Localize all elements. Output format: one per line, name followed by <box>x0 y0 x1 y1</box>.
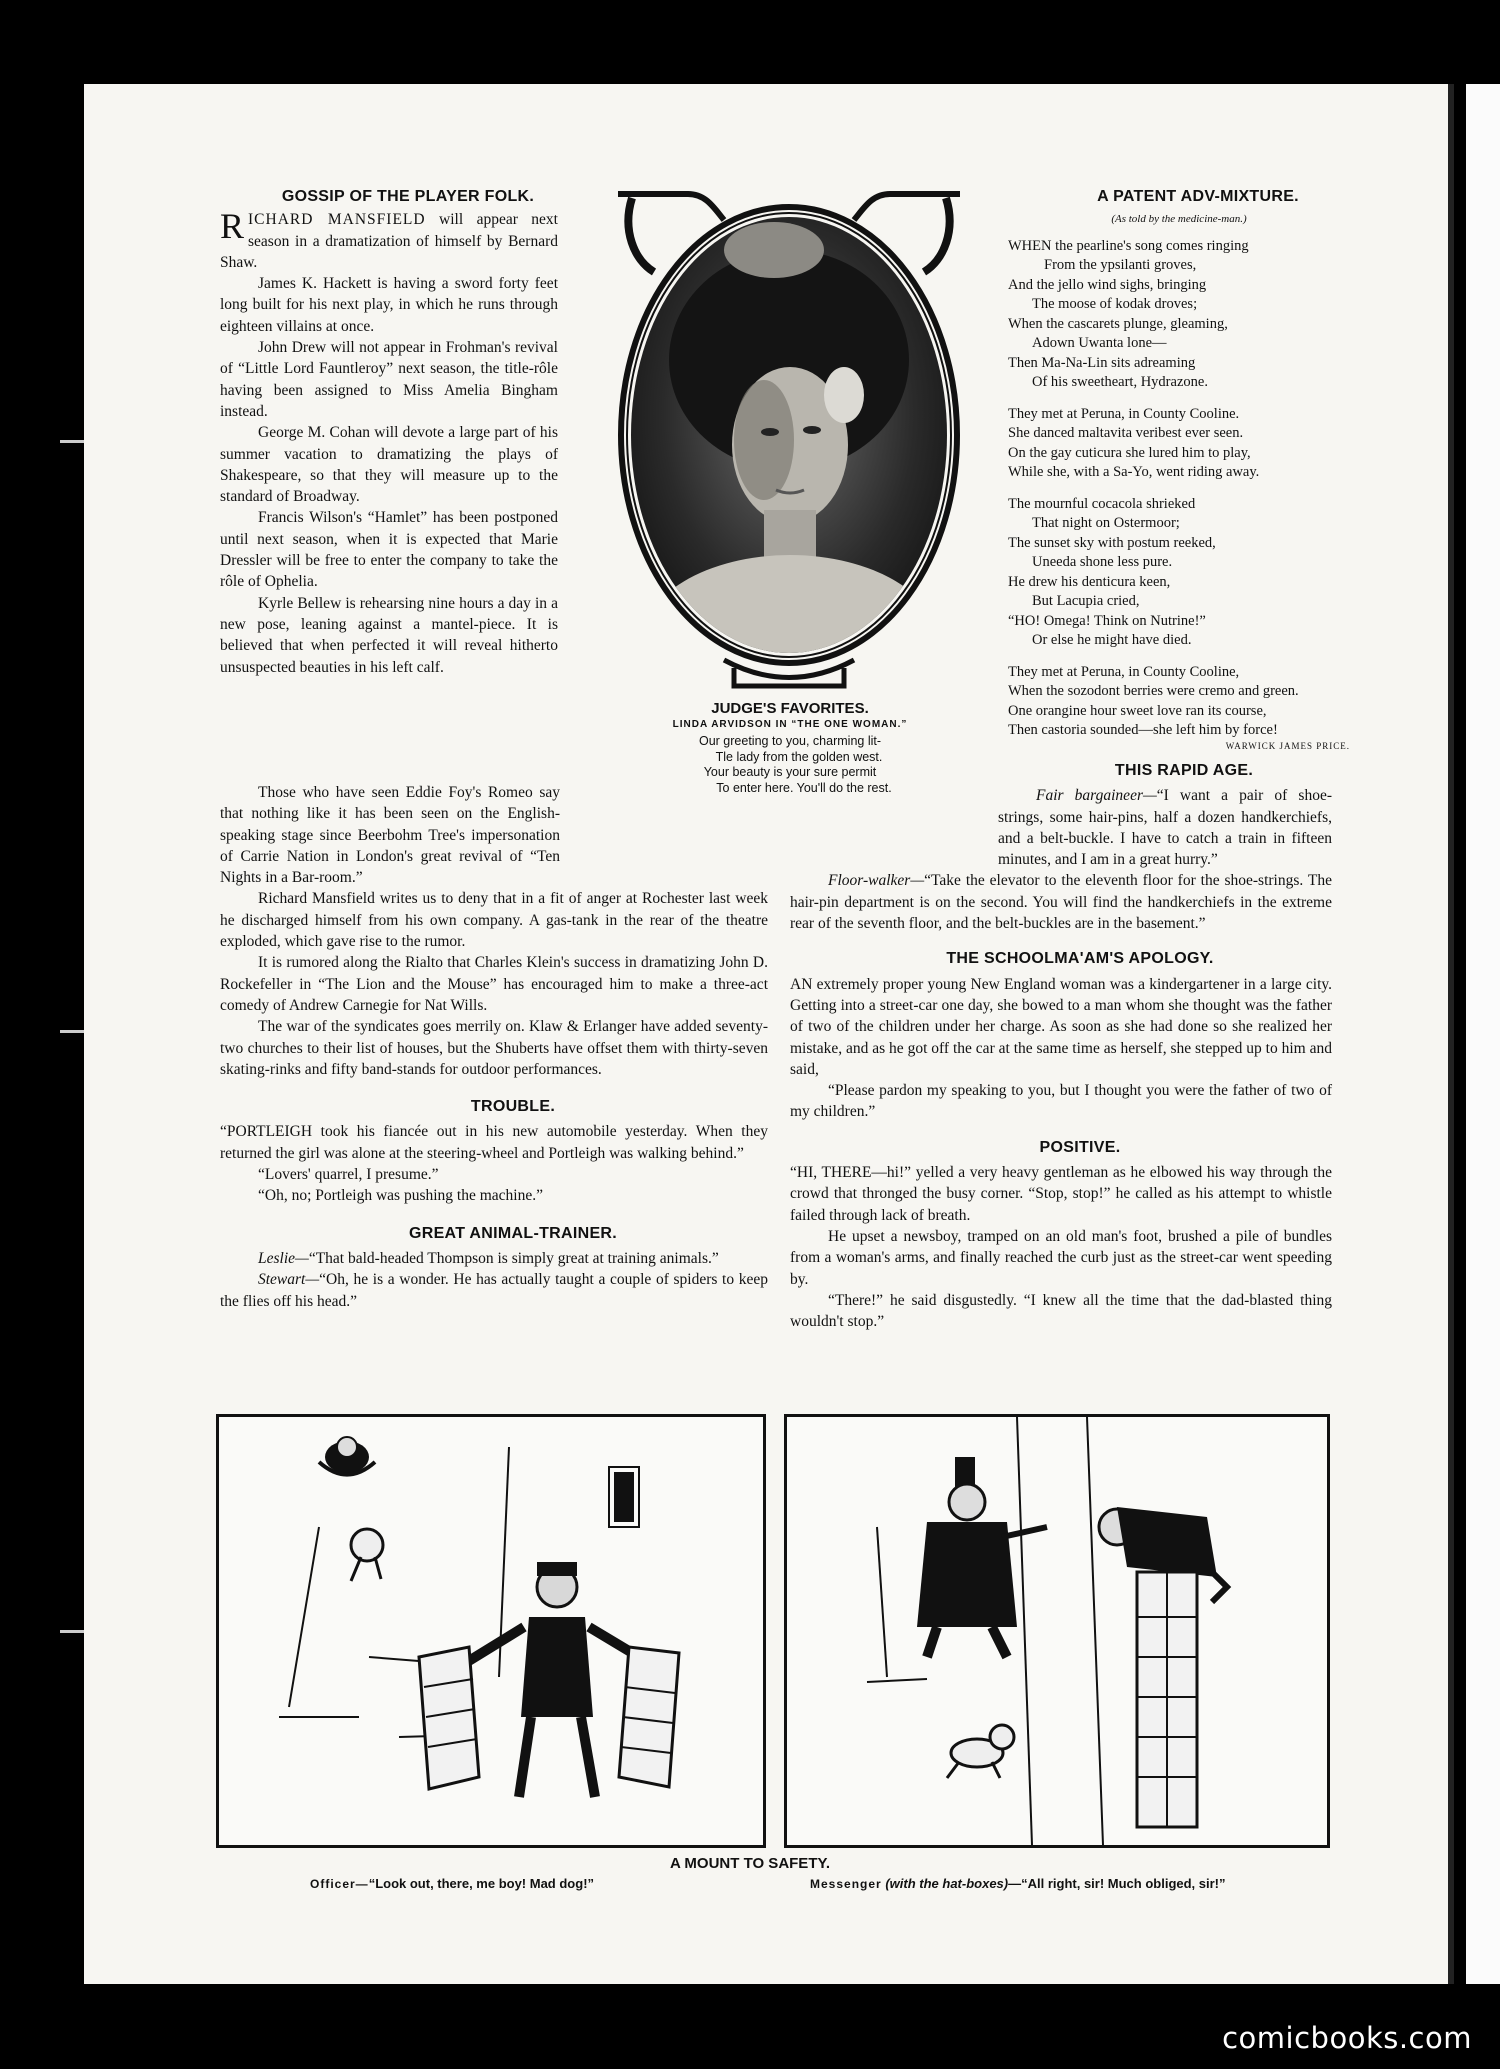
cartoon-left-drawing <box>219 1417 763 1845</box>
gossip-paragraph: Richard Mansfield writes us to deny that in a fit of anger at Rochester last week he discharged himself from his own company. A gas-tank in the rear of the theatre exploded, which gave rise to the rumor. <box>220 890 768 951</box>
schoolmaam-title: THE SCHOOLMA'AM'S APOLOGY. <box>946 950 1214 968</box>
trouble-paragraph: “PORTLEIGH took his fiancée out in his new automobile yesterday. When they returned the girl was alone at the steering-wheel and Portleigh was walking behind.” <box>220 1123 768 1162</box>
positive-paragraph: He upset a newsboy, tramped on an old man's foot, brushed a pile of bundles from a woman's arms, and finally reached the curb just as the street-car went speeding by. <box>790 1227 1332 1288</box>
positive-paragraph: “HI, THERE—hi!” yelled a very heavy gentleman as he elbowed his way through the crowd that thronged the busy corner. “Stop, stop!” he called as his attempt to whistle failed through lack of breath. <box>790 1164 1332 1224</box>
animal-trainer-title: GREAT ANIMAL-TRAINER. <box>408 1224 618 1242</box>
rapid-age-paragraph: Floor-walker—“Take the elevator to the eleventh floor for the shoe-strings. The hair-pin department is on the second. You will find the handkerchiefs in the extreme rear of the seventh floor, and the belt-buckles are in the basement.” <box>790 872 1332 933</box>
gossip-paragraph: George M. Cohan will devote a large part of his summer vacation to dramatizing the plays of Shakespeare, so that they will measure up to the standard of Broadway. <box>220 424 558 506</box>
gossip-paragraph: John Drew will not appear in Frohman's revival of “Little Lord Fauntleroy” next season, the title-rôle having been assigned to Miss Amelia Bingham instead. <box>220 339 558 420</box>
cartoon-caption-messenger: Messenger (with the hat-boxes)—“All right, sir! Much obliged, sir!” <box>810 1876 1226 1891</box>
positive-title: POSITIVE. <box>1039 1138 1121 1156</box>
cartoon-right-drawing <box>787 1417 1327 1845</box>
judges-favorites-subtitle: LINDA ARVIDSON IN “THE ONE WOMAN.” <box>672 719 908 730</box>
judges-favorites-title: JUDGE'S FAVORITES. <box>711 700 869 717</box>
gossip-title: GOSSIP OF THE PLAYER FOLK. <box>281 188 535 205</box>
gossip-paragraph: The war of the syndicates goes merrily on. Klaw & Erlanger have added seventy-two churches to their list of houses, but the Shuberts have offset them with thirty-seven skating-rinks and fifty band-stands for outdoor performances. <box>220 1018 768 1078</box>
drop-cap: R <box>220 206 245 247</box>
cartoon-panel-right <box>784 1414 1330 1848</box>
facing-page-edge <box>1466 84 1500 1984</box>
rapid-age-paragraph: Fair bargaineer—“I want a pair of shoe-strings, some hair-pins, half a dozen handkerchiefs, and a belt-buckle. I have to catch a train in fifteen minutes, and I am in a great hurry.” <box>998 787 1332 869</box>
patent-title: A PATENT ADV-MIXTURE. <box>1097 188 1299 205</box>
poem-stanza: They met at Peruna, in County Cooline. She danced maltavita veribest ever seen. On the gay cuticura she lured him to play, While she, with a Sa-Yo, went riding away. <box>1008 405 1260 481</box>
watermark-text: comicbooks.com <box>1222 2021 1472 2055</box>
trouble-paragraph: “Lovers' quarrel, I presume.” <box>258 1166 439 1184</box>
page-tick-mark <box>60 1030 84 1033</box>
patent-poem <box>1008 237 1350 757</box>
gossip-paragraph: Kyrle Bellew is rehearsing nine hours a day in a new pose, leaning against a mantel-piece. It is believed that when perfected it will reveal hitherto unsuspected beauties in his left calf. <box>220 594 558 676</box>
schoolmaam-paragraph: “Please pardon my speaking to you, but I thought you were the father of two of my children.” <box>790 1082 1332 1121</box>
portrait-frame <box>614 190 964 690</box>
trouble-paragraph: “Oh, no; Portleigh was pushing the machine.” <box>258 1187 543 1205</box>
poem-stanza: WHEN the pearline's song comes ringing From the ypsilanti groves, And the jello wind sighs, bringing The moose of kodak droves; When the cascarets plunge, gleaming, Adown Uwanta lone— Then Ma-Na-Lin sits adreaming Of his sweetheart, Hydrazone. <box>1008 237 1249 391</box>
rapid-age-title: THIS RAPID AGE. <box>1114 762 1254 779</box>
gossip-paragraph: It is rumored along the Rialto that Charles Klein's success in dramatizing John D. Rockefeller in “The Lion and the Mouse” has encouraged him to make a three-act comedy of Andrew Carnegie for Nat Wills. <box>220 954 768 1014</box>
gossip-paragraph: Those who have seen Eddie Foy's Romeo say that nothing like it has been seen on the English-speaking stage since Beerbohm Tree's impersonation of Carrie Nation in London's great revival of “Ten Nights in a Bar-room.” <box>220 784 560 887</box>
gossip-column <box>220 186 558 678</box>
cartoon-caption-officer: Officer—“Look out, there, me boy! Mad dog!” <box>310 1876 595 1891</box>
gossip-paragraph: James K. Hackett is having a sword forty feet long built for his next play, in which he runs through eighteen villains at once. <box>220 275 558 335</box>
page-tick-mark <box>60 440 84 443</box>
animal-trainer-paragraph: Leslie—“That bald-headed Thompson is simply great at training animals.” <box>258 1249 719 1267</box>
right-lower-column <box>790 760 1332 1332</box>
poem-stanza: They met at Peruna, in County Cooline, When the sozodont berries were cremo and green. One orangine hour sweet love ran its course, Then castoria sounded—she left him by force! <box>1008 663 1299 739</box>
gossip-lead-paragraph: RICHARD MANSFIELD will appear next season in a dramatization of himself by Bernard Shaw. <box>220 206 558 271</box>
poem-stanza: The mournful cocacola shrieked That night on Ostermoor; The sunset sky with postum reeked, Uneeda shone less pure. He drew his denticura keen, But Lacupia cried, “HO! Omega! Think on Nutrine!” Or else he might have died. <box>1008 495 1216 649</box>
page-tick-mark <box>60 1630 84 1633</box>
patent-subtitle: (As told by the medicine-man.) <box>1111 213 1247 226</box>
patent-column <box>1008 186 1350 756</box>
gossip-continued <box>220 782 768 1312</box>
poem-author: WARWICK JAMES PRICE. <box>1225 740 1350 751</box>
trouble-title: TROUBLE. <box>470 1098 556 1116</box>
favorites-verse: Our greeting to you, charming lit- Tle lady from the golden west. Your beauty is your sure permit To enter here. You'll do the rest. <box>698 734 892 795</box>
cartoon-panel-left <box>216 1414 766 1848</box>
gossip-paragraph: Francis Wilson's “Hamlet” has been postponed until next season, when it is expected that Marie Dressler will be free to enter the company to take the rôle of Ophelia. <box>220 509 558 591</box>
cartoon-title: A MOUNT TO SAFETY. <box>669 1855 830 1872</box>
schoolmaam-paragraph: AN extremely proper young New England woman was a kindergartener in a large city. Getting into a street-car one day, she bowed to a man whom she thought was the father of two of the children under her charge. As soon as she had done so she realized her mistake, and as he got off the car at the same time as herself, she stepped up to him and said, <box>790 975 1332 1078</box>
positive-paragraph: “There!” he said disgustedly. “I knew all the time that the dad-blasted thing wouldn't stop.” <box>790 1291 1332 1331</box>
animal-trainer-paragraph: Stewart—“Oh, he is a wonder. He has actually taught a couple of spiders to keep the flies off his head.” <box>220 1271 768 1310</box>
